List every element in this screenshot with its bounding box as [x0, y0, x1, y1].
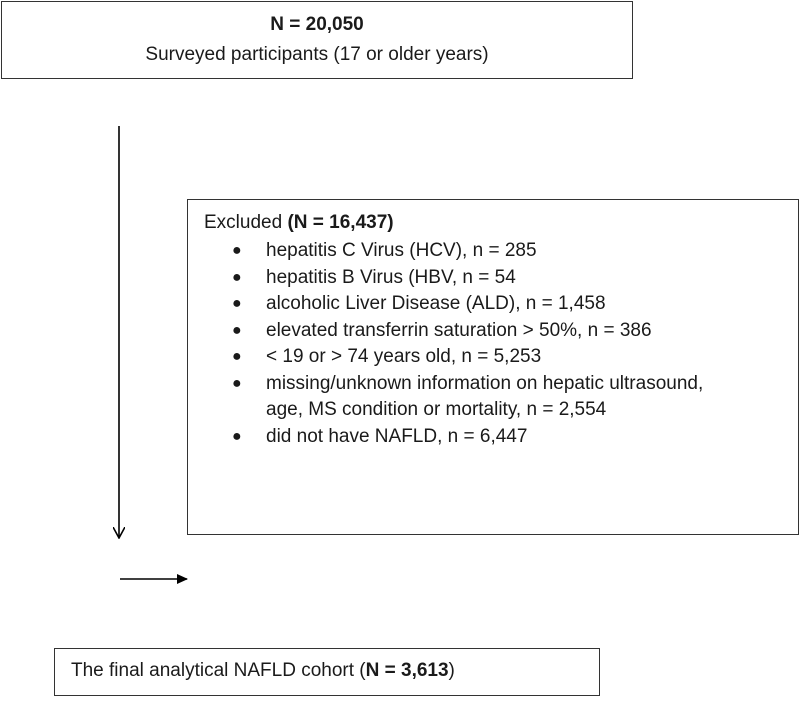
- list-item: [204, 424, 716, 451]
- excluded-label: Excluded: [204, 212, 283, 233]
- excluded-count: (N = 16,437): [287, 212, 394, 233]
- list-item: [204, 344, 716, 371]
- exclusion-item-text: < 19 or > 74 years old, n = 5,253: [266, 346, 542, 367]
- list-item: [204, 371, 716, 424]
- final-cohort-count: N = 3,613: [365, 660, 449, 681]
- excluded-box: [187, 199, 799, 535]
- exclusion-item-text: missing/unknown information on hepatic ultrasound, age, MS condition or mortality, n = 2,554: [266, 372, 704, 420]
- list-item: [204, 265, 716, 292]
- bullet-icon: ●: [232, 242, 242, 259]
- exclusion-item-text: alcoholic Liver Disease (ALD), n = 1,458: [266, 293, 606, 314]
- final-cohort-box: [54, 648, 600, 696]
- exclusion-item-text: hepatitis B Virus (HBV, n = 54: [266, 266, 516, 288]
- list-item: [204, 291, 716, 318]
- exclusion-item-text: did not have NAFLD, n = 6,447: [266, 425, 528, 447]
- bullet-icon: ●: [232, 321, 242, 339]
- exclusion-item-text: elevated transferrin saturation > 50%, n = 386: [266, 319, 652, 341]
- surveyed-participants-box: [1, 1, 633, 79]
- final-cohort-suffix: ): [448, 660, 455, 681]
- list-item: [204, 238, 716, 265]
- bullet-icon: ●: [232, 427, 242, 445]
- final-cohort-label: The final analytical NAFLD cohort (: [71, 660, 366, 681]
- excluded-heading: [204, 208, 780, 238]
- surveyed-description: Surveyed participants (17 or older years): [145, 44, 489, 65]
- exclusion-item-text: hepatitis C Virus (HCV), n = 285: [266, 240, 537, 261]
- surveyed-count: N = 20,050: [270, 14, 364, 35]
- bullet-icon: ●: [232, 374, 242, 392]
- bullet-icon: ●: [232, 268, 242, 286]
- exclusion-list: [204, 238, 780, 450]
- bullet-icon: ●: [232, 295, 242, 312]
- bullet-icon: ●: [232, 348, 242, 365]
- list-item: [204, 318, 716, 345]
